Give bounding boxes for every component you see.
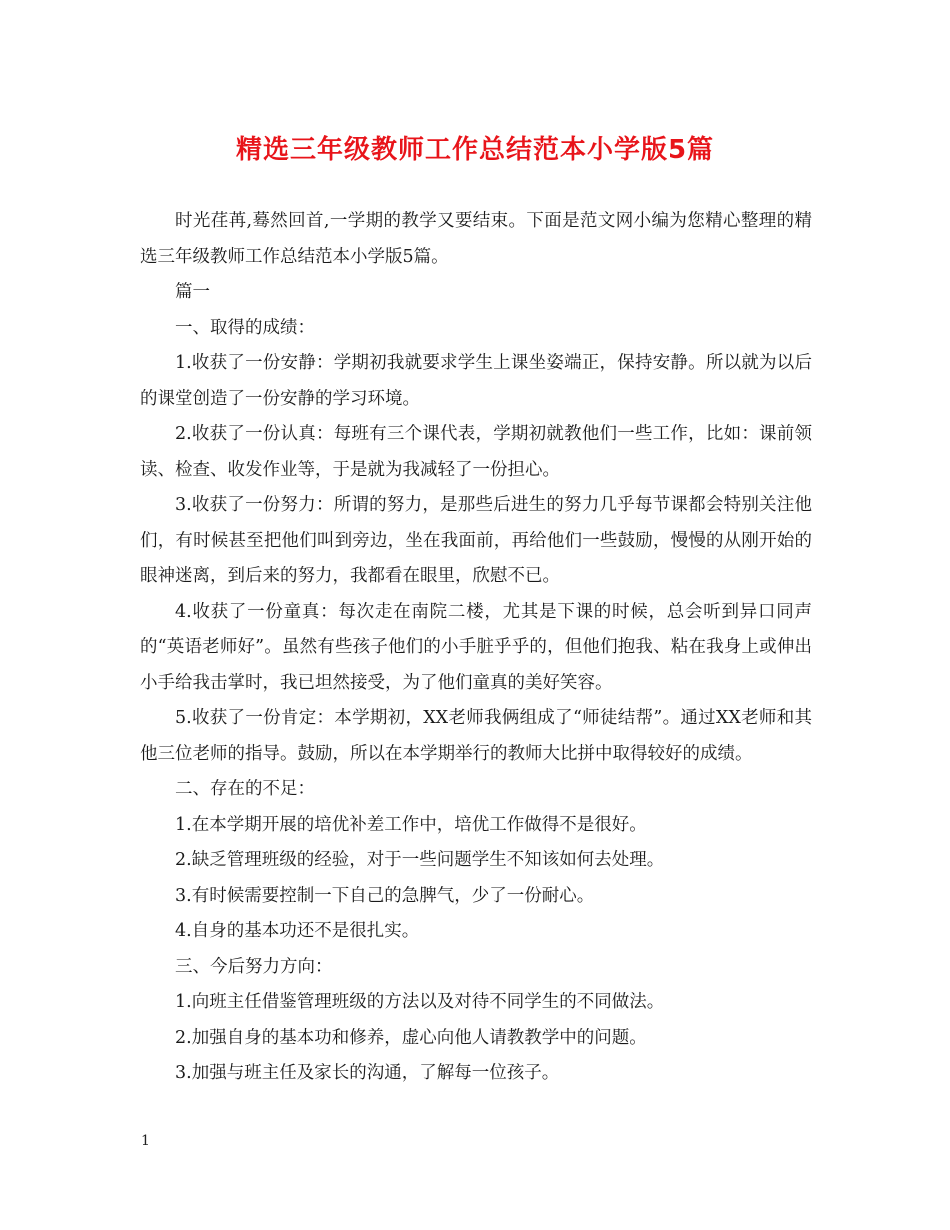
list-item-achievement-2: 2.收获了一份认真：每班有三个课代表，学期初就教他们一些工作，比如：课前领读、检查、收发作业等，于是就为我减轻了一份担心。 [140, 424, 812, 480]
list-item-shortcoming-3: 3.有时候需要控制一下自己的急脾气，少了一份耐心。 [175, 885, 595, 906]
section-heading-achievements: 一、取得的成绩： [175, 317, 315, 338]
paragraph-intro: 时光荏苒,蓦然回首,一学期的教学又要结束。下面是范文网小编为您精心整理的精选三年级教师工作总结范本小学版5篇。 [140, 211, 812, 267]
list-item-achievement-5: 5.收获了一份肯定：本学期初，XX老师我俩组成了“师徒结帮”。通过XX老师和其他三位老师的指导。鼓励，所以在本学期举行的教师大比拼中取得较好的成绩。 [140, 708, 812, 764]
list-item-shortcoming-4: 4.自身的基本功还不是很扎实。 [175, 921, 420, 941]
list-item-future-2: 2.加强自身的基本功和修养，虚心向他人请教教学中的问题。 [175, 1027, 647, 1048]
list-item-achievement-1: 1.收获了一份安静：学期初我就要求学生上课坐姿端正，保持安静。所以就为以后的课堂创造了一份安静的学习环境。 [140, 353, 812, 409]
section-heading-future: 三、今后努力方向： [175, 956, 333, 977]
list-item-shortcoming-2: 2.缺乏管理班级的经验，对于一些问题学生不知该如何去处理。 [175, 850, 665, 870]
document-title: 精选三年级教师工作总结范本小学版5篇 [235, 135, 715, 165]
list-item-achievement-3: 3.收获了一份努力：所谓的努力，是那些后进生的努力几乎每节课都会特别关注他们，有时候甚至把他们叫到旁边，坐在我面前，再给他们一些鼓励，慢慢的从刚开始的眼神迷离，到后来的努力，我都看在眼里，欣慰不已。 [140, 495, 812, 586]
document-body [140, 204, 812, 1092]
list-item-future-3: 3.加强与班主任及家长的沟通，了解每一位孩子。 [175, 1063, 560, 1083]
page-number: 1 [141, 1133, 150, 1149]
list-item-shortcoming-1: 1.在本学期开展的培优补差工作中，培优工作做得不是很好。 [175, 814, 647, 835]
list-item-future-1: 1.向班主任借鉴管理班级的方法以及对待不同学生的不同做法。 [175, 992, 665, 1012]
list-item-achievement-4: 4.收获了一份童真：每次走在南院二楼，尤其是下课的时候，总会听到异口同声的“英语老师好”。虽然有些孩子他们的小手脏乎乎的，但他们抱我、粘在我身上或伸出小手给我击掌时，我已坦然接受，为了他们童真的美好笑容。 [140, 601, 812, 693]
section-heading-shortcomings: 二、存在的不足： [175, 779, 315, 799]
paragraph-chapter-heading: 篇一 [175, 282, 210, 302]
